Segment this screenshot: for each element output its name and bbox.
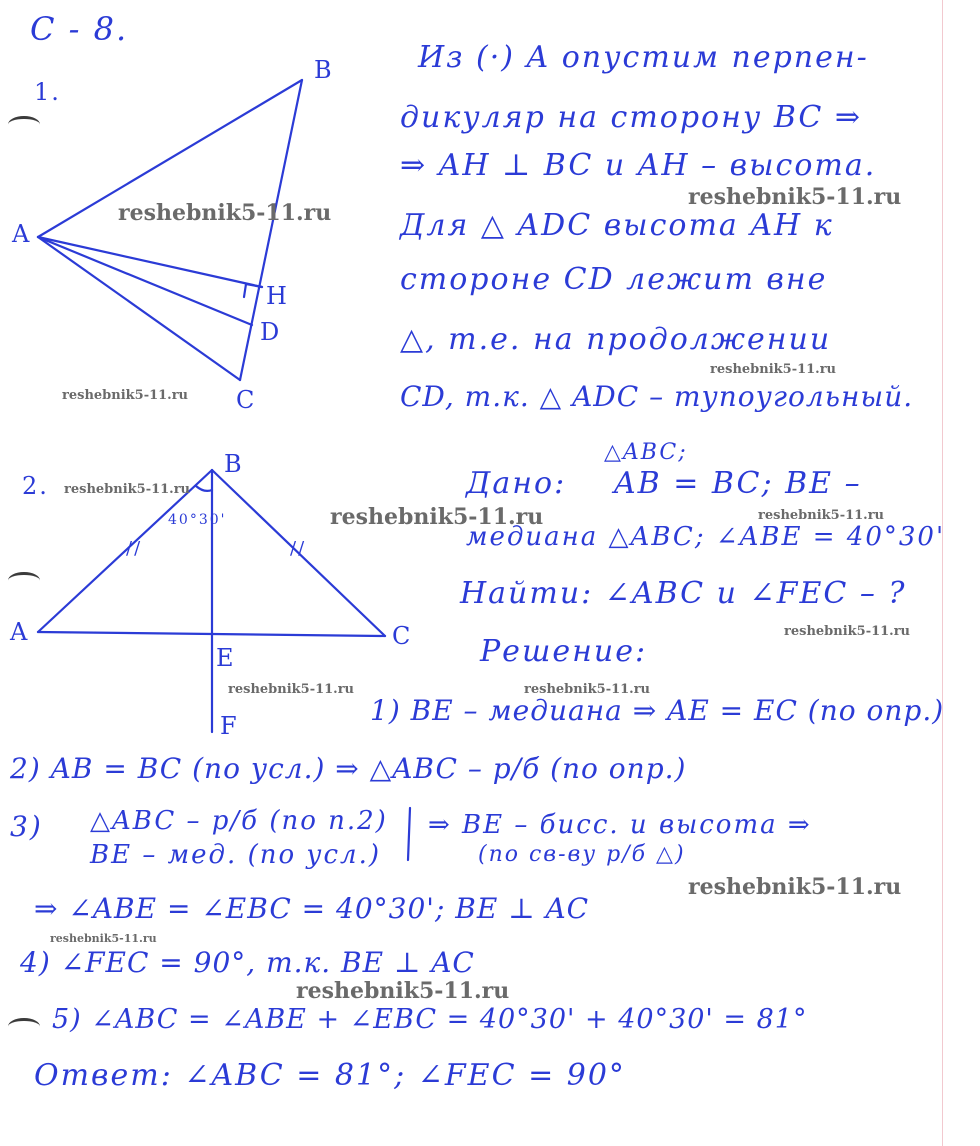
watermark: reshebnik5-11.ru: [228, 682, 355, 697]
problem1-line-1: Из (·) A опустим перпен-: [418, 40, 869, 75]
watermark: reshebnik5-11.ru: [50, 932, 157, 945]
find-line: Найти: ∠ABC и ∠FEC – ?: [460, 576, 907, 611]
problem2-number: 2.: [22, 472, 49, 500]
watermark: reshebnik5-11.ru: [524, 682, 651, 697]
label-F: F: [220, 712, 239, 740]
page-title: C - 8.: [30, 10, 129, 48]
step-5: 5) ∠ABC = ∠ABE + ∠EBC = 40°30' + 40°30' = 81°: [52, 1004, 808, 1035]
solution-label: Решение:: [480, 634, 648, 669]
answer-line: Ответ: ∠ABC = 81°; ∠FEC = 90°: [34, 1058, 626, 1093]
problem1-number: 1.: [34, 78, 61, 106]
tick-mark-right: //: [290, 538, 307, 559]
brace-bar: [408, 808, 410, 860]
step-3-line-2: BE – мед. (по усл.): [90, 840, 381, 870]
watermark: reshebnik5-11.ru: [784, 624, 911, 639]
label-C: C: [236, 386, 257, 414]
label-C-2: C: [392, 622, 413, 650]
label-A-2: A: [10, 618, 30, 646]
watermark: reshebnik5-11.ru: [710, 362, 837, 377]
given-line-2: медиана △ABC; ∠ABE = 40°30': [466, 522, 946, 552]
problem1-line-4: Для △ ADC высота AH к: [400, 208, 834, 243]
label-B: B: [314, 56, 334, 84]
watermark: reshebnik5-11.ru: [688, 874, 902, 900]
step-3-conclusion: ⇒ BE – бисс. и высота ⇒: [428, 810, 812, 840]
given-line-1: AB = BC; BE –: [614, 466, 862, 501]
watermark: reshebnik5-11.ru: [688, 184, 902, 210]
problem1-line-5: стороне CD лежит вне: [400, 262, 828, 297]
watermark: reshebnik5-11.ru: [330, 504, 544, 530]
step-3-reason: (по св-ву р/б △): [478, 842, 686, 867]
label-A: A: [12, 220, 32, 248]
tick-mark-left: //: [126, 538, 143, 559]
watermark: reshebnik5-11.ru: [118, 200, 332, 226]
watermark: reshebnik5-11.ru: [296, 978, 510, 1004]
step-2: 2) AB = BC (по усл.) ⇒ △ABC – р/б (по опр.): [10, 752, 687, 785]
step-3-number: 3): [10, 810, 43, 843]
step-4: 4) ∠FEC = 90°, т.к. BE ⊥ AC: [20, 946, 475, 979]
angle-arc: [196, 486, 212, 491]
problem1-line-7: CD, т.к. △ ADC – тупоугольный.: [400, 380, 914, 413]
step-3-line-1: △ABC – р/б (по п.2): [90, 806, 388, 836]
problem1-line-2: дикуляр на сторону BC ⇒: [400, 100, 863, 135]
label-H: H: [266, 282, 289, 310]
watermark: reshebnik5-11.ru: [758, 508, 885, 523]
label-D: D: [260, 318, 282, 346]
step-1: 1) BE – медиана ⇒ AE = EC (по опр.): [370, 694, 945, 727]
label-B-2: B: [224, 450, 244, 478]
problem1-line-3: ⇒ AH ⊥ BC и AH – высота.: [400, 148, 877, 183]
given-label: Дано:: [466, 466, 567, 501]
problem1-line-6: △, т.е. на продолжении: [400, 322, 832, 357]
step-3-result: ⇒ ∠ABE = ∠EBC = 40°30'; BE ⊥ AC: [34, 892, 590, 925]
angle-label: 40°30': [168, 512, 227, 528]
label-E: E: [216, 644, 236, 672]
given-triangle: △ABC;: [604, 440, 688, 465]
watermark: reshebnik5-11.ru: [62, 388, 189, 403]
watermark: reshebnik5-11.ru: [64, 482, 191, 497]
